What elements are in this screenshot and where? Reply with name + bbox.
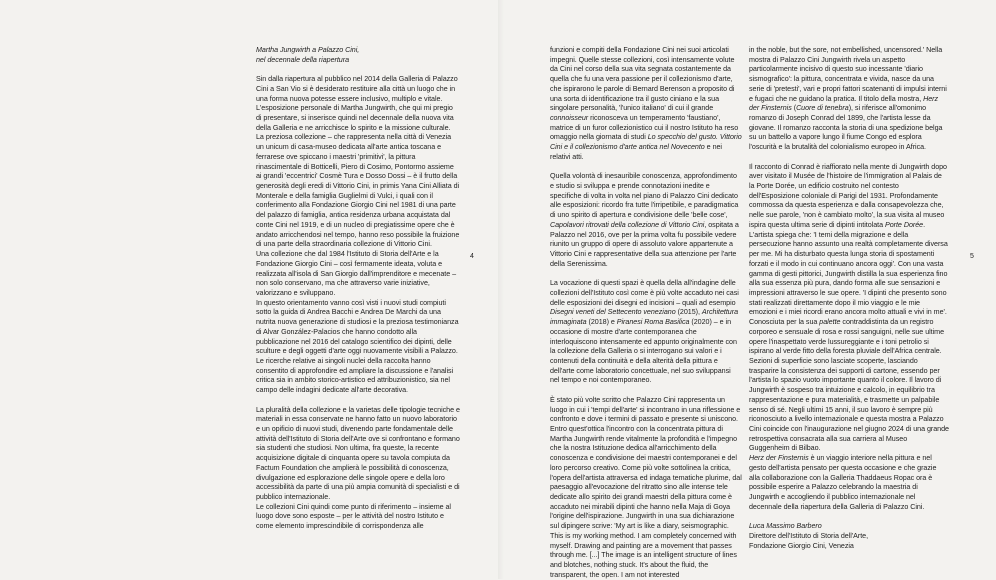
paragraph: L'esposizione personale di Martha Jungwirth, che qui mi pregio di presentare, si inserisce quindi nel decennale della nuova vita della Galleria e ne arricchisce lo spirito e la missione culturale. La preziosa collezione – che rappresenta nella città di Venezia un unicum di casa-museo dedicata all'arte antica toscana e ferrarese ove spiccano i maestri 'primitivi', la pittura rinascimentale di Botticelli, Piero di Cosimo, Pontormo assieme ai grandi 'eccentrici' Cosmè Tura e Dosso Dossi – è il frutto della generosità degli eredi di Vittorio Cini, in primis Yana Cini Alliata di Monterale e della famiglia Guglielmi di Vulci, i quali con il conferimento alla Fondazione Giorgio Cini nel 1981 di una parte del palazzo di famiglia, antica residenza urbana acquistata dal conte Cini nel 1919, e di un nucleo di pregiatissime opere che è andato arricchendosi nel tempo, hanno reso possibile la fruizione di una parte della straordinaria collezione di Vittorio Cini.	[256, 104, 460, 249]
page-number-left: 4	[470, 253, 474, 260]
article-heading: Martha Jungwirth a Palazzo Cini, nel decennale della riapertura	[256, 46, 360, 64]
signature-role: Direttore dell'Istituto di Storia dell'Arte,	[749, 531, 869, 540]
paragraph: La vocazione di questi spazi è quella della all'indagine delle collezioni dell'Istituto così come è più volte accaduto nei casi delle esposizioni dei disegni ed incisioni – quali ad esempio Disegni veneti del Settecento veneziano (2015), Architettura immaginata (2018) e Piranesi Roma Basilica (2020) – e in occasione di mostre d'arte contemporanea che interloquiscono intensamente ed appunto originalmente con la collezione della Galleria o si interrogano sui valori e i contenuti della continuità e della alterità della pittura e dell'arte come laboratorio concettuale, nel suo sviluppansi nel tempo e noi contemporaneo.	[550, 279, 739, 385]
paragraph: Le ricerche relative ai singoli nuclei della raccolta hanno consentito di approfondire ed ampliare la discussione e l'analisi critica sia in ambito storico-artistico ed attribuzionistico, sia nel campo delle indagini dedicate all'arte decorativa.	[256, 356, 454, 395]
paragraph: Le collezioni Cini quindi come punto di riferimento – insieme al luogo dove sono esposte – per le attività del nostro Istituto e come elemento imprescindibile di corrispondenza alle	[256, 502, 451, 531]
paragraph: Herz der Finsternis è un viaggio interiore nella pittura e nel gesto dell'artista pensato per questa occasione e che grazie alla collaborazione con la Galleria Thaddaeus Ropac ora è possibile esperire a Palazzo celebrando la maestria di Jungwirth e accogliendo il pubblico internazionale nel decennale della riapertura della Galleria di Palazzo Cini.	[749, 454, 937, 511]
paragraph: Una collezione che dal 1984 l'Istituto di Storia dell'Arte e la Fondazione Giorgio Cini – così fermamente ideata, voluta e realizzata all'isola di San Giorgio dall'imprenditore e mecenate – non solo conservano, ma che attraverso varie iniziative, valorizzano e sviluppano.	[256, 250, 457, 297]
paragraph: in the noble, but the sore, not embellished, uncensored.' Nella mostra di Palazzo Cini Jungwirth rivela un aspetto particolarmente incisivo di questo suo incessante 'diario sismografico': la pittura, concentrata e vivida, nasce da una serie di 'pretesti', vari e propri fattori scatenanti di impulsi interni e fugaci che ne guidano la pratica. Il titolo della mostra, Herz der Finsternis (Cuore di tenebra), si riferisce all'omonimo romanzo di Joseph Conrad del 1899, che l'artista lesse da giovane. Il romanzo racconta la storia di una spedizione belga su un battello a vapore lungo il fiume Congo ed esplora l'oscurità e la brutalità del colonialismo europeo in Africa.	[749, 46, 947, 152]
left-page-column	[256, 46, 460, 532]
right-page-column-2	[749, 46, 949, 551]
page-number-right: 5	[970, 253, 974, 260]
paragraph: È stato più volte scritto che Palazzo Cini rappresenta un luogo in cui i 'tempi dell'arte' si incontrano in una riflessione e confronto e dove i termini di passato e presente si uniscono. Entro quest'ottica l'incontro con la concentrata pittura di Martha Jungwirth rende vitalmente la profondità e l'impegno che la nostra Istituzione dedica all'arricchimento della conoscenza e condivisione dei maestri contemporanei e del loro percorso creativo. Come più volte sottolinea la critica, l'opera dell'artista attraversa ed indaga tematiche plurime, dal paesaggio all'evocazione del ritratto sino alle intense tele dedicate allo spirito dei grandi maestri della pittura come è accaduto nei mirabili dipinti che hanno nella Maja di Goya l'origine dell'ispirazione. Jungwirth in una sua dichiarazione sul dipingere scrive: 'My art is like a diary, seismographic. This is my working method. I am completely concerned with myself. Drawing and painting are a movement that passes through me. [...] The image is an intelligent structure of lines and blotches, nothing stuck. It's about the fluid, the transparent, the open. I am not interested	[550, 395, 742, 579]
paragraph: funzioni e compiti della Fondazione Cini nei suoi articolati impegni. Quelle stesse collezioni, così intensamente volute da Cini nel corso della sua vita segnata costantemente da quella che fu una vera passione per il collezionismo d'arte, che ispirarono le parole di Bernard Berenson a proposito di una sorta di identificazione tra il gusto ciniano e la sua singolare personalità, 'l'unico italiano' di cui il grande connoisseur riconosceva un temperamento 'faustiano', matrice di un furor collezionistico cui il nostro Istituto ha reso omaggio nella giornata di studi Lo specchio del gusto. Vittorio Cini e il collezionismo d'arte antica nel Novecento e nei relativi atti.	[550, 46, 742, 161]
signature-institution: Fondazione Giorgio Cini, Venezia	[749, 541, 854, 550]
signature-name: Luca Massimo Barbero	[749, 522, 822, 531]
paragraph: Quella volontà di inesauribile conoscenza, approfondimento e studio si sviluppa e prende connotazioni inedite e specifiche di volta in volta nel piano di Palazzo Cini dedicato alle esposizioni: ricordo fra tutte l'irripetibile, e paradigmatica di uno spirito di apertura e condivisione delle 'belle cose', Capolavori ritrovati della collezione di Vittorio Cini, ospitata a Palazzo nel 2016, ove per la prima volta fu possibile vedere riunito un gruppo di opere di assoluto valore appartenute a Vittorio Cini e rappresentative della sua attenzione per l'arte della Serenissima.	[550, 172, 739, 268]
page-gutter	[498, 0, 504, 579]
right-page-column-1	[550, 46, 742, 580]
paragraph: Sin dalla riapertura al pubblico nel 2014 della Galleria di Palazzo Cini a San Vio si è desiderato restituire alla città un luogo che in una forma nuova potesse essere inclusivo, multiplo e vitale.	[256, 75, 458, 103]
paragraph: La pluralità della collezione e la varietas delle tipologie tecniche e materiali in essa conservate ne hanno fatto un nuovo laboratorio e un opificio di nuovi studi, divenendo parte fondamentale delle attività dell'Istituto di Storia dell'Arte ove si confrontano e formano sia studenti che studiosi. Non ultima, fra queste, la recente acquisizione digitale di cinquanta opere su tavola compiuta da Factum Foundation che amplierà le possibilità di conoscenza, divulgazione ed esplorazione delle singole opere e della loro accessibilità da parte di una più ampia comunità di specialisti e di pubblico internazionale.	[256, 405, 460, 501]
paragraph: In questo orientamento vanno così visti i nuovi studi compiuti sotto la guida di Andrea Bacchi e Andrea De Marchi da una nutrita nuova generazione di studiosi e la preziosa testimonianza di Alvar González-Palacios che hanno condotto alla pubblicazione nel 2016 del catalogo scientifico dei dipinti, delle sculture e degli oggetti d'arte oggi nuovamente visibili a Palazzo.	[256, 298, 459, 356]
paragraph: Il racconto di Conrad è riaffiorato nella mente di Jungwirth dopo aver visitato il Musée de l'histoire de l'immigration al Palais de la Porte Dorée, un edificio costruito nel contesto dell'Esposizione coloniale di Parigi del 1931. Profondamente commossa da questa esperienza e dalla consapevolezza che, nelle sue parole, 'non è cambiato molto', la sua visita al museo ispira questa ultima serie di dipinti intitolata Porte Dorée. L'artista spiega che: 'I temi della migrazione e della persecuzione hanno assunto una realtà completamente diversa per me. Mi ha disturbato questa lunga storia di spostamenti forzati e il modo in cui continuano ancora oggi'. Con una vasta gamma di gesti pittorici, Jungwirth distilla la sua esperienza fino alla sua essenza più pura, dando forma alle sue sensazioni e impressioni attraverso le sue opere. 'I dipinti che presento sono stati realizzati direttamente dopo il mio viaggio e le mie emozioni e i miei ricordi erano ancora molto attuali e vivi in me'. Conosciuta per la sua palette contraddistinta da un registro corporeo e sensuale di rosa e rossi sanguigni, nelle sue ultime opere l'inaspettato verde lussureggiante e i toni petrolio si ispirano al verde fitto della foresta pluviale dell'Africa centrale. Sezioni di superficie sono lasciate scoperte, lasciando trasparire la consistenza dei supporti di cartone, essendo per l'artista lo spazio vuoto importante quanto il colore. Il lavoro di Jungwirth è sospeso tra intuizione e calcolo, in equilibrio tra rappresentazione e pura materialità, e trasmette un palpabile senso di sé. Negli ultimi 15 anni, il suo lavoro è sempre più riconosciuto a livello internazionale e questa mostra a Palazzo Cini coincide con l'inaugurazione nel giugno 2024 di una grande retrospettiva consacrata alla sua carriera al Museo Guggenheim di Bilbao.	[749, 162, 949, 453]
